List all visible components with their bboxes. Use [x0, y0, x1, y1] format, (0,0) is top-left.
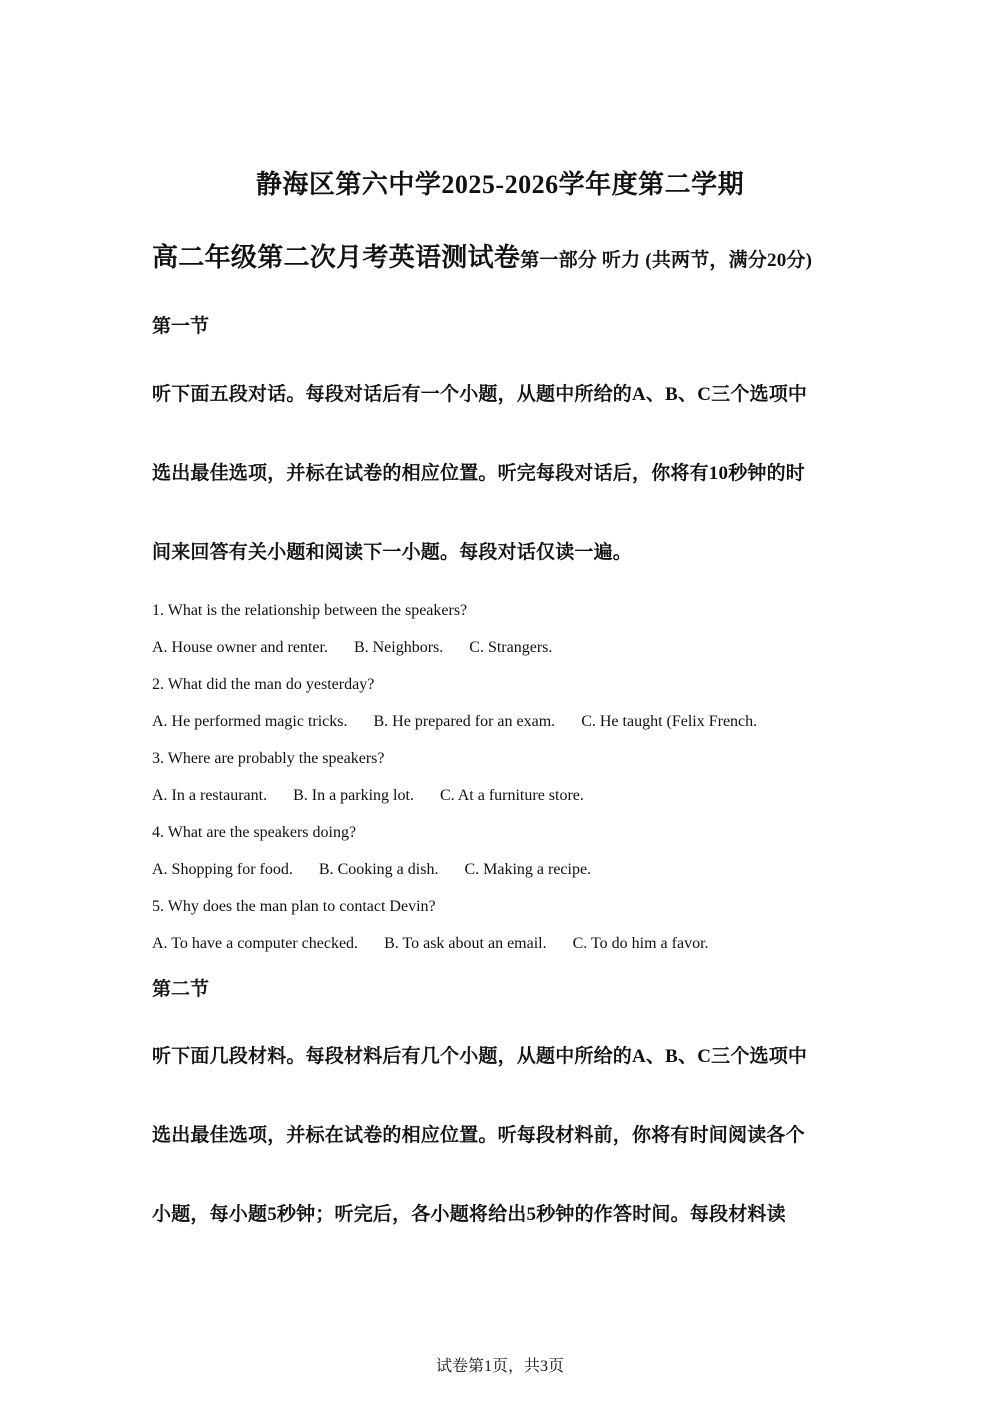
page-footer: 试卷第1页，共3页	[435, 1358, 564, 1375]
answer-option: B. Neighbors.	[353, 639, 444, 656]
exam-subtitle	[152, 238, 872, 282]
answer-option: B. In a parking lot.	[293, 787, 414, 804]
instruction-line: 选出最佳选项，并标在试卷的相应位置。听每段材料前，你将有时间阅读各个	[152, 1125, 805, 1146]
answer-option: A. To have a computer checked.	[152, 935, 359, 952]
exam-subtitle-main: 高二年级第二次月考英语测试卷	[152, 243, 521, 272]
answer-option: C. To do him a favor.	[572, 935, 709, 952]
answer-option: C. Strangers.	[469, 639, 553, 656]
question-stem: 3. Where are probably the speakers?	[152, 750, 385, 767]
answer-options	[152, 777, 872, 814]
answer-option: B. Cooking a dish.	[318, 861, 439, 878]
answer-option: A. Shopping for food.	[152, 861, 293, 878]
answer-options	[152, 925, 872, 962]
question-stem: 1. What is the relationship between the speakers?	[152, 602, 468, 619]
answer-option: C. At a furniture store.	[439, 787, 584, 804]
answer-options	[152, 703, 872, 740]
answer-option: C. Making a recipe.	[464, 861, 592, 878]
answer-option: A. In a restaurant.	[152, 787, 268, 804]
question-stem: 5. Why does the man plan to contact Devin?	[152, 898, 436, 915]
answer-option: B. He prepared for an exam.	[373, 713, 556, 730]
exam-title: 静海区第六中学2025-2026学年度第二学期	[255, 170, 745, 199]
question-stem: 4. What are the speakers doing?	[152, 824, 357, 841]
answer-option: A. House owner and renter.	[152, 639, 328, 656]
section-two-instructions	[152, 1017, 862, 1254]
answer-options	[152, 629, 872, 666]
section-one-heading: 第一节	[152, 316, 210, 337]
instruction-line: 小题，每小题5秒钟；听完后，各小题将给出5秒钟的作答时间。每段材料读	[152, 1204, 786, 1225]
answer-option: A. He performed magic tricks.	[152, 713, 348, 730]
instruction-line: 间来回答有关小题和阅读下一小题。每段对话仅读一遍。	[152, 542, 633, 563]
section-one-instructions	[152, 355, 862, 592]
question-list	[152, 592, 872, 962]
instruction-line: 选出最佳选项，并标在试卷的相应位置。听完每段对话后，你将有10秒钟的时	[152, 463, 806, 484]
answer-option: B. To ask about an email.	[384, 935, 547, 952]
answer-options	[152, 851, 872, 888]
instruction-line: 听下面五段对话。每段对话后有一个小题，从题中所给的A、B、C三个选项中	[152, 384, 808, 405]
answer-option: C. He taught (Felix French.	[581, 713, 758, 730]
listening-part-heading: 第一部分 听力 (共两节，满分20分)	[520, 250, 813, 271]
instruction-line: 听下面几段材料。每段材料后有几个小题，从题中所给的A、B、C三个选项中	[152, 1046, 808, 1067]
section-two-heading: 第二节	[152, 979, 210, 1000]
question-stem: 2. What did the man do yesterday?	[152, 676, 375, 693]
